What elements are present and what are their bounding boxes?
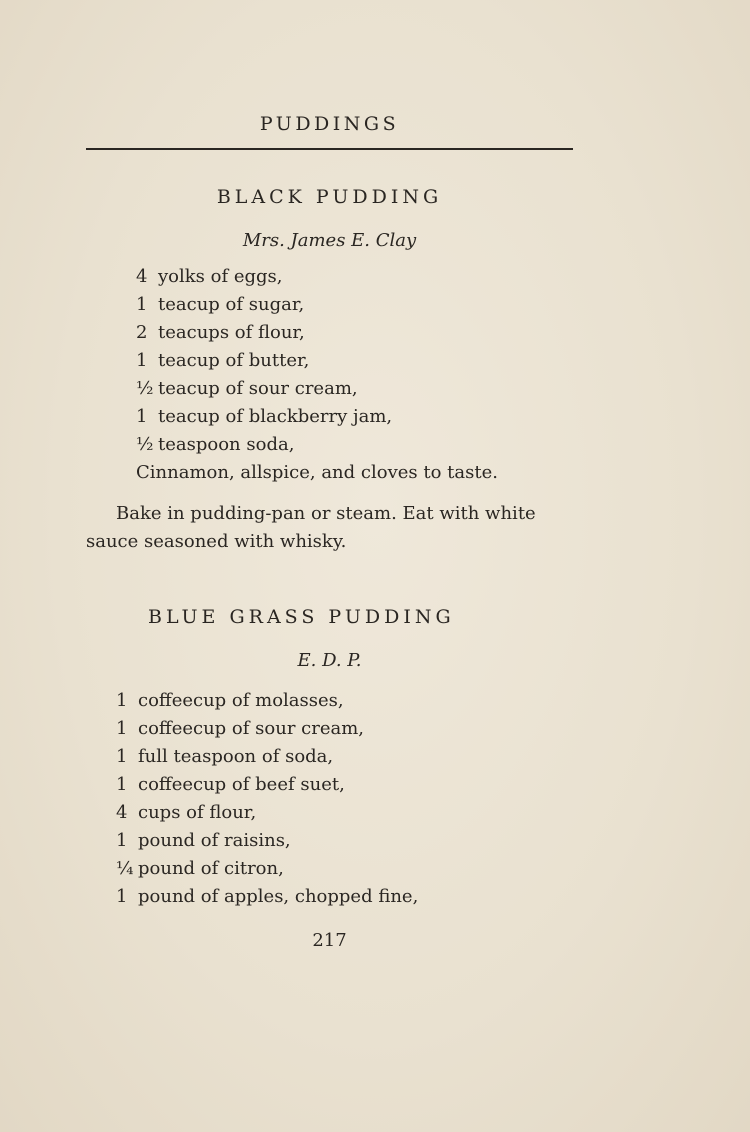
ingredient-item: [136, 263, 498, 291]
recipe-method-black-pudding: [86, 500, 578, 556]
ingredient-item: [116, 827, 418, 855]
ingredient-quantity: 1: [116, 830, 128, 851]
ingredient-item: [136, 459, 498, 487]
ingredient-text: cups of flour,: [138, 802, 257, 823]
ingredient-list-black-pudding: [136, 263, 498, 487]
ingredient-item: [136, 403, 498, 431]
ingredient-item: [136, 347, 498, 375]
ingredient-item: [116, 799, 418, 827]
ingredient-item: [116, 855, 418, 883]
ingredient-quantity: ½: [136, 434, 154, 455]
ingredient-text: teacup of blackberry jam,: [158, 406, 393, 427]
ingredient-quantity: 4: [116, 802, 128, 823]
ingredient-quantity: 1: [116, 774, 128, 795]
ingredient-text: Cinnamon, allspice, and cloves to taste.: [136, 462, 498, 483]
ingredient-text: teacup of sugar,: [158, 294, 305, 315]
ingredient-item: [136, 375, 498, 403]
ingredient-item: [136, 431, 498, 459]
ingredient-quantity: 1: [136, 294, 148, 315]
ingredient-quantity: 1: [116, 746, 128, 767]
ingredient-text: pound of raisins,: [138, 830, 291, 851]
ingredient-text: pound of citron,: [138, 858, 284, 879]
ingredient-text: teaspoon soda,: [158, 434, 295, 455]
ingredient-text: teacups of flour,: [158, 322, 305, 343]
ingredient-item: [116, 715, 418, 743]
ingredient-text: pound of apples, chopped fine,: [138, 886, 419, 907]
ingredient-text: teacup of sour cream,: [158, 378, 358, 399]
ingredient-quantity: 1: [116, 886, 128, 907]
ingredient-item: [136, 319, 498, 347]
method-line: Bake in pudding-pan or steam. Eat with white: [116, 503, 536, 524]
ingredient-text: coffeecup of beef suet,: [138, 774, 345, 795]
ingredient-quantity: 1: [116, 718, 128, 739]
method-line: sauce seasoned with whisky.: [86, 531, 347, 552]
ingredient-item: [116, 743, 418, 771]
ingredient-quantity: 4: [136, 266, 148, 287]
ingredient-item: [136, 291, 498, 319]
recipe-author-black-pudding: Mrs. James E. Clay: [242, 230, 417, 251]
header-rule: [86, 148, 573, 150]
ingredient-text: coffeecup of sour cream,: [138, 718, 365, 739]
running-header: PUDDINGS: [259, 113, 400, 135]
ingredient-quantity: 1: [116, 690, 128, 711]
recipe-author-blue-grass-pudding: E. D. P.: [297, 650, 362, 671]
ingredient-text: teacup of butter,: [158, 350, 310, 371]
page-number: 217: [312, 930, 347, 951]
ingredient-item: [116, 883, 418, 911]
ingredient-item: [116, 771, 418, 799]
ingredient-list-blue-grass-pudding: [116, 687, 418, 911]
ingredient-quantity: 1: [136, 406, 148, 427]
ingredient-item: [116, 687, 418, 715]
ingredient-quantity: 1: [136, 350, 148, 371]
ingredient-quantity: 2: [136, 322, 148, 343]
ingredient-quantity: ¼: [116, 858, 134, 879]
ingredient-quantity: ½: [136, 378, 154, 399]
recipe-title-black-pudding: BLACK PUDDING: [216, 186, 443, 208]
ingredient-text: yolks of eggs,: [158, 266, 283, 287]
recipe-title-blue-grass-pudding: BLUE GRASS PUDDING: [148, 606, 455, 628]
ingredient-text: coffeecup of molasses,: [138, 690, 344, 711]
ingredient-text: full teaspoon of soda,: [138, 746, 334, 767]
